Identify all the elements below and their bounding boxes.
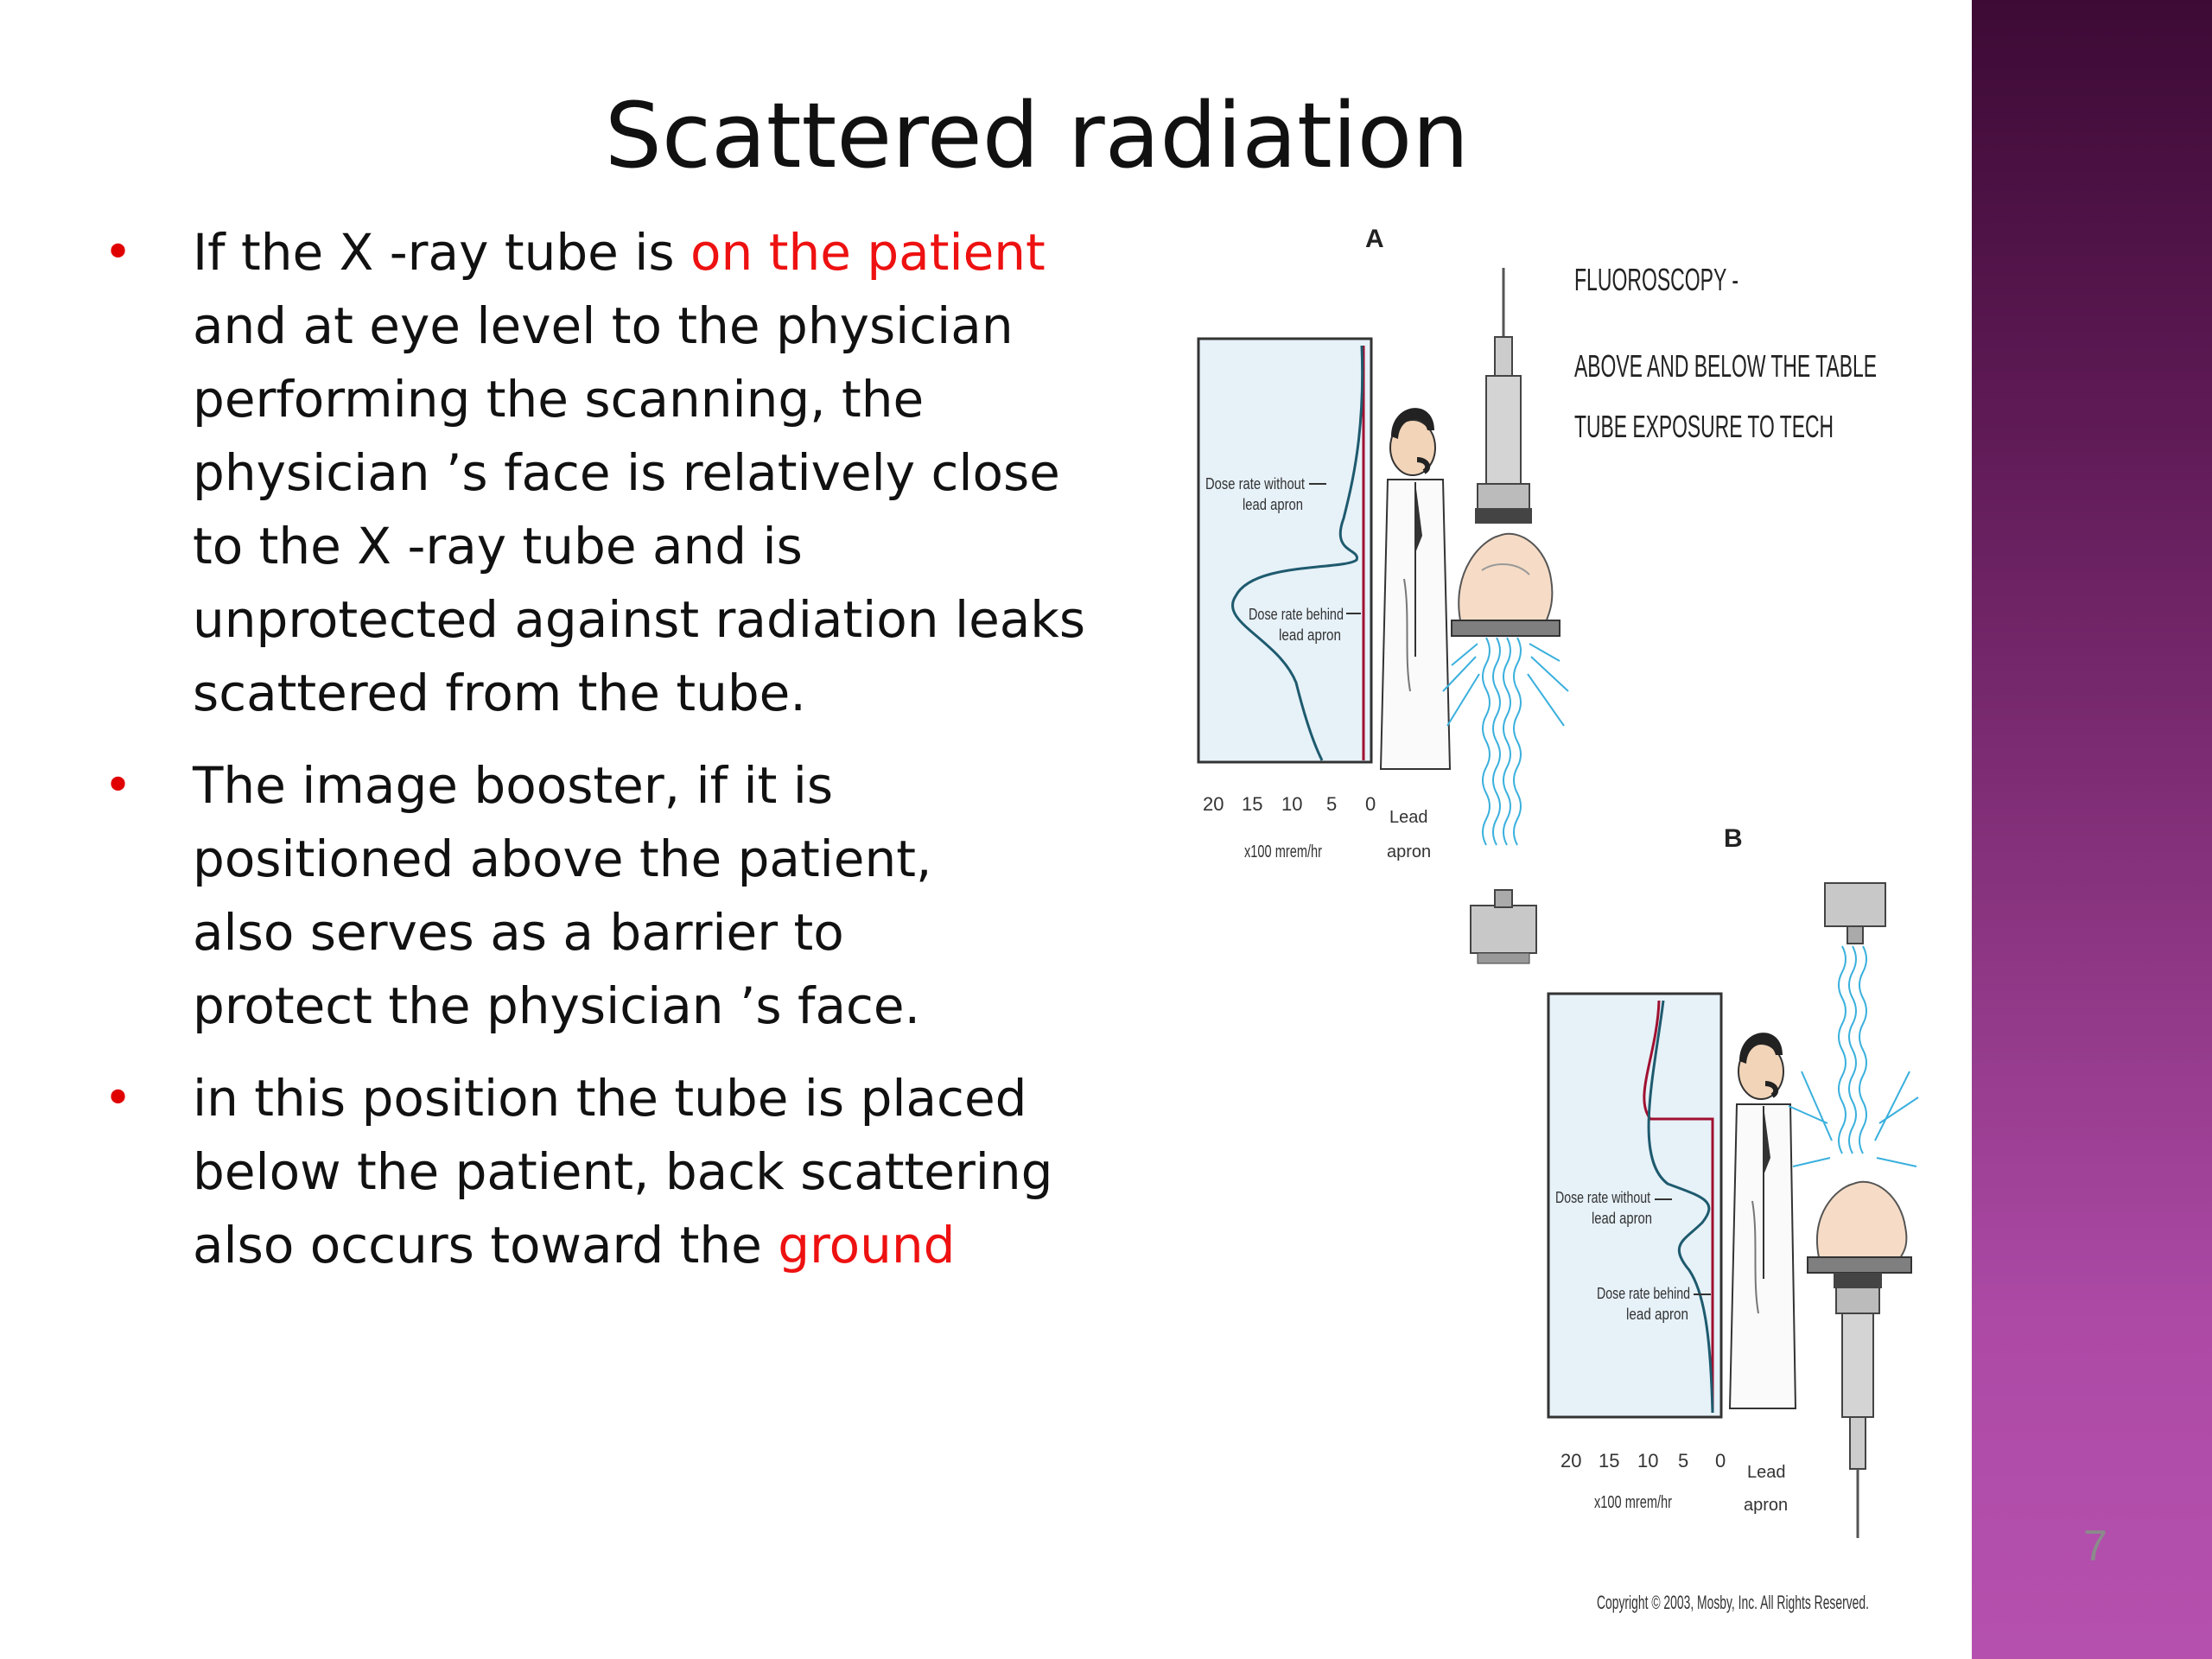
tick-label: 10: [1637, 1450, 1659, 1471]
figure-heading: FLUOROSCOPY -: [1574, 262, 1738, 297]
figure-label-b: B: [1724, 824, 1743, 853]
bullet-text: and at eye level to the physician performing the scanning, the physician ’s face is relatively close to the X -ray tube and is unprotected against radiation leaks scattered from the tube.: [193, 296, 1086, 722]
dose-chart-a-frame: [1198, 339, 1371, 762]
dose-behind-label-b: Dose rate behind: [1597, 1285, 1690, 1302]
unit-label-b: x100 mrem/hr: [1594, 1493, 1673, 1512]
physician-a-icon: [1381, 408, 1450, 769]
tick-label: 10: [1281, 793, 1303, 815]
lead-apron-label-a: Lead: [1389, 808, 1428, 827]
dose-without-label-b: Dose rate without: [1555, 1189, 1650, 1206]
panel-b: [1548, 824, 1918, 1538]
figure-subheading-line2: TUBE EXPOSURE TO TECH: [1574, 409, 1834, 444]
dose-behind-label-a-2: lead apron: [1279, 626, 1341, 644]
figure-label-a: A: [1365, 225, 1384, 253]
lead-apron-label-a-2: apron: [1387, 842, 1432, 861]
panel-a: [1198, 268, 1568, 963]
lead-apron-label-b-2: apron: [1744, 1496, 1789, 1515]
scatter-waves-a: [1443, 638, 1568, 845]
bullet-text: If the X -ray tube is: [193, 223, 691, 282]
bullet-text: The image booster, if it is positioned above the patient, also serves as a barrier to protect the physician ’s face.: [193, 756, 932, 1035]
patient-icon: [1452, 534, 1560, 636]
physician-b-icon: [1730, 1033, 1796, 1408]
image-intensifier-above-icon: [1825, 883, 1885, 944]
figure-subheading-line1: ABOVE AND BELOW THE TABLE: [1574, 348, 1877, 384]
bullet-list: [104, 216, 1123, 1301]
image-intensifier-below-icon: [1471, 890, 1536, 963]
patient-icon: [1808, 1182, 1911, 1273]
lead-apron-label-b: Lead: [1747, 1463, 1786, 1482]
tick-label: 15: [1242, 793, 1263, 815]
dose-without-label-b-2: lead apron: [1592, 1210, 1652, 1227]
dose-behind-label-a: Dose rate behind: [1249, 606, 1344, 623]
bullet-dot-icon: •: [104, 758, 133, 814]
bullet-dot-icon: •: [104, 1071, 133, 1127]
bullet-text: in this position the tube is placed below the patient, back scattering also occurs toward the: [193, 1069, 1053, 1274]
tick-label: 15: [1599, 1450, 1620, 1471]
tick-label: 0: [1715, 1450, 1726, 1471]
bullet-item: [104, 1062, 1123, 1282]
bullet-highlight: ground: [778, 1216, 956, 1274]
xray-tube-below-icon: [1834, 1273, 1882, 1538]
scatter-waves-b: [1789, 946, 1918, 1166]
xray-tube-above-icon: [1475, 268, 1532, 524]
bullet-dot-icon: •: [104, 225, 133, 281]
dose-without-label-a: Dose rate without: [1205, 475, 1305, 493]
tick-label: 20: [1203, 793, 1224, 815]
copyright-text: Copyright © 2003, Mosby, Inc. All Rights Reserved.: [1597, 1592, 1869, 1613]
slide-title: Scattered radiation: [604, 83, 1470, 188]
tick-label: 5: [1326, 793, 1338, 815]
bullet-highlight: on the patient: [690, 223, 1046, 282]
slide-number: 7: [2083, 1522, 2107, 1570]
bullet-item: [104, 749, 936, 1043]
dose-behind-label-b-2: lead apron: [1626, 1306, 1688, 1323]
decorative-sidebar: [1972, 0, 2212, 1659]
tick-label: 20: [1560, 1450, 1582, 1471]
dose-without-label-a-2: lead apron: [1243, 496, 1303, 513]
unit-label-a: x100 mrem/hr: [1244, 842, 1323, 861]
tick-label: 5: [1678, 1450, 1689, 1471]
bullet-item: [104, 216, 1123, 730]
fluoroscopy-illustration: [1184, 207, 1927, 1650]
tick-label: 0: [1365, 793, 1376, 815]
